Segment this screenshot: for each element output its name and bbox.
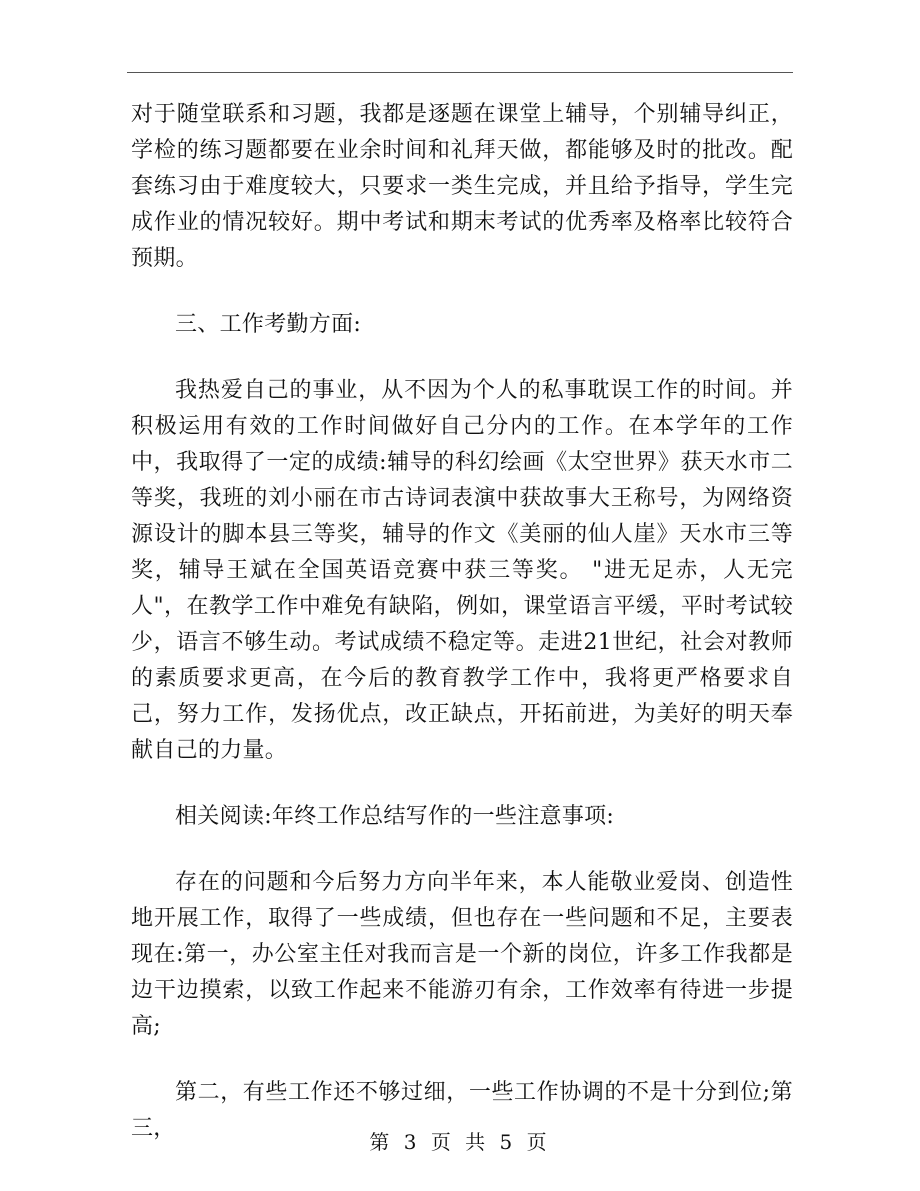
document-body [131, 97, 793, 1177]
related-reading-heading: 相关阅读:年终工作总结写作的一些注意事项: [175, 804, 615, 829]
paragraph-homework: 对于随堂联系和习题，我都是逐题在课堂上辅导，个别辅导纠正，学检的练习题都要在业余时间和礼拜天做，都能够及时的批改。配套练习由于难度较大，只要求一类生完成，并且给予指导，学生完成作业的情况较好。期中考试和期末考试的优秀率及格率比较符合预期。 [131, 102, 793, 271]
paragraph-achievements: 我热爱自己的事业，从不因为个人的私事耽误工作的时间。并积极运用有效的工作时间做好自己分内的工作。在本学年的工作中，我取得了一定的成绩:辅导的科幻绘画《太空世界》获天水市二等奖，我班的刘小丽在市古诗词表演中获故事大王称号，为网络资源设计的脚本县三等奖，辅导的作文《美丽的仙人崖》天水市三等奖，辅导王斌在全国英语竞赛中获三等奖。 "进无足赤，人无完人"，在教学工作中难免有缺陷，例如，课堂语言平缓，平时考试较少，语言不够生动。考试成绩不稳定等。走进21世纪，社会对教师的素质要求更高，在今后的教育教学工作中，我将更严格要求自己，努力工作，发扬优点，改正缺点，开拓前进，为美好的明天奉献自己的力量。 [131, 378, 793, 763]
paragraph-problems: 存在的问题和今后努力方向半年来，本人能敬业爱岗、创造性地开展工作，取得了一些成绩，但也存在一些问题和不足，主要表现在:第一，办公室主任对我而言是一个新的岗位，许多工作我都是边干边摸索，以致工作起来不能游刃有余，工作效率有待进一步提高; [131, 870, 793, 1039]
header-rule [127, 72, 793, 73]
section-heading-attendance: 三、工作考勤方面: [175, 312, 362, 337]
paragraph-second-point: 第二，有些工作还不够过细，一些工作协调的不是十分到位;第三， [131, 1080, 793, 1141]
page-number: 第 3 页 共 5 页 [369, 1130, 551, 1154]
